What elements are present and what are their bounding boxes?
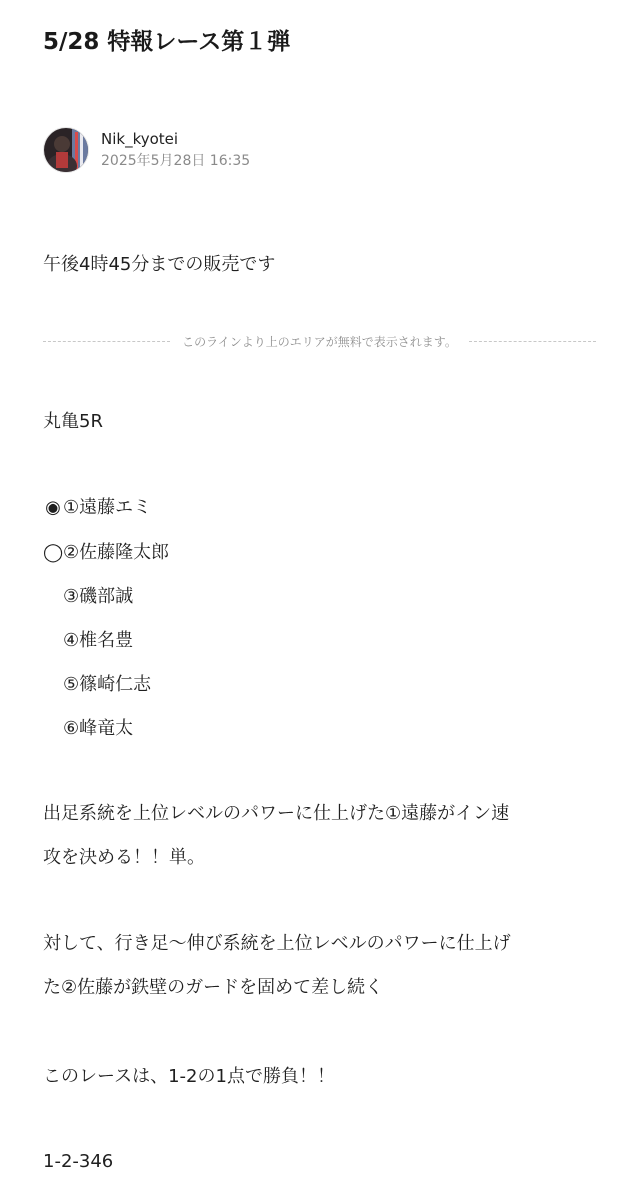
entry-row [43, 716, 133, 742]
author-name[interactable]: Nik_kyotei [101, 130, 179, 148]
conclusion-text: このレースは、1-2の1点で勝負！！ [43, 1066, 335, 1087]
sale-deadline-text: 午後4時45分までの販売です [43, 254, 276, 275]
post-date: 2025年5月28日 16:35 [101, 153, 251, 169]
author-avatar[interactable] [43, 127, 89, 173]
entry-row [43, 495, 151, 521]
analysis-text: た②佐藤が鉄壁のガードを固めて差し続く [43, 977, 384, 998]
entry-label: ③磯部誠 [63, 586, 134, 607]
analysis-text: 出足系統を上位レベルのパワーに仕上げた①遠藤がイン速 [43, 803, 510, 824]
entry-row [43, 672, 151, 698]
author-info[interactable] [43, 126, 250, 174]
paywall-divider [43, 331, 596, 351]
race-name: 丸亀5R [43, 411, 103, 432]
entry-row [43, 540, 169, 566]
prediction-mark: ◯ [43, 542, 64, 563]
avatar-image [44, 128, 88, 172]
analysis-text: 攻を決める！！単。 [43, 847, 205, 868]
analysis-text: 対して、行き足〜伸び系統を上位レベルのパワーに仕上げ [43, 933, 511, 954]
divider-dash-right [469, 341, 596, 342]
entry-label: ⑥峰竜太 [63, 718, 134, 739]
entry-label: ①遠藤エミ [63, 497, 152, 518]
divider-dash-left [43, 341, 170, 342]
entry-row [43, 628, 133, 654]
bet-combination: 1-2-346 [43, 1151, 114, 1172]
entry-label: ②佐藤隆太郎 [63, 542, 170, 563]
prediction-mark: ◉ [45, 497, 61, 518]
entry-label: ④椎名豊 [63, 630, 134, 651]
article-title: 5/28 特報レース第１弾 [43, 29, 291, 55]
entry-label: ⑤篠崎仁志 [63, 674, 152, 695]
paywall-message: このラインより上のエリアが無料で表示されます。 [182, 334, 457, 349]
entry-row [43, 584, 133, 610]
